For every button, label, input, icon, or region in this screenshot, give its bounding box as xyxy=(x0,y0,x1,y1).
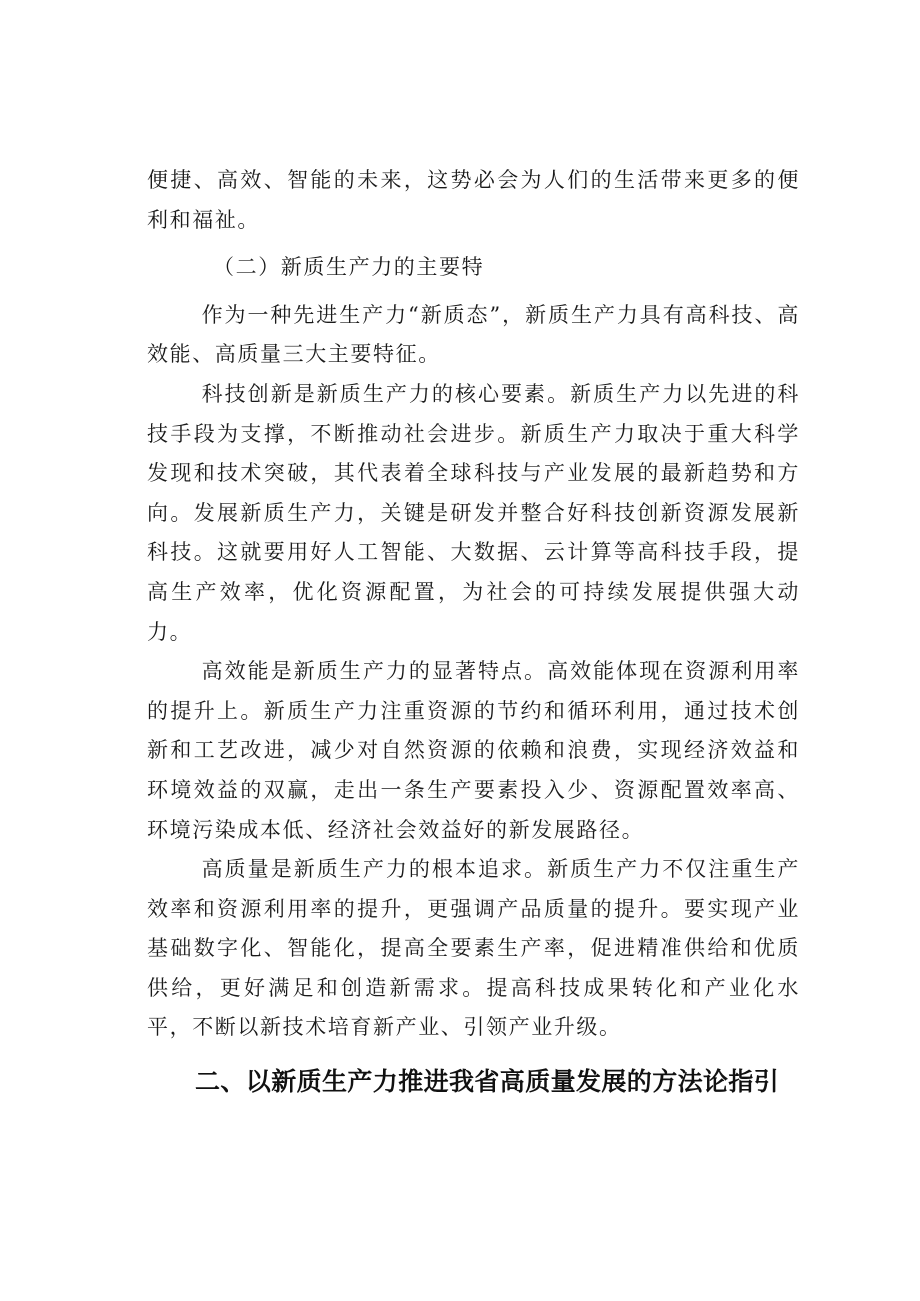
paragraph-high-quality: 高质量是新质生产力的根本追求。新质生产力不仅注重生产效率和资源利用率的提升，更强调产品质量的提升。要实现产业基础数字化、智能化，提高全要素生产率，促进精准供给和优质供给，更好满足和创造新需求。提高科技成果转化和产业化水平，不断以新技术培育新产业、引领产业升级。 xyxy=(147,857,800,1040)
document-body xyxy=(147,161,800,1102)
paragraph-features-intro: 作为一种先进生产力“新质态”，新质生产力具有高科技、高效能、高质量三大主要特征。 xyxy=(147,302,800,367)
paragraph-continuation: 便捷、高效、智能的未来，这势必会为人们的生活带来更多的便利和福祉。 xyxy=(147,168,800,232)
sub-heading: （二）新质生产力的主要特 xyxy=(213,255,485,280)
paragraph-high-efficiency: 高效能是新质生产力的显著特点。高效能体现在资源利用率的提升上。新质生产力注重资源的节约和循环利用，通过技术创新和工艺改进，减少对自然资源的依赖和浪费，实现经济效益和环境效益的双赢，走出一条生产要素投入少、资源配置效率高、环境污染成本低、经济社会效益好的新发展路径。 xyxy=(147,659,800,842)
paragraph-tech-innovation: 科技创新是新质生产力的核心要素。新质生产力以先进的科技手段为支撑，不断推动社会进步。新质生产力取决于重大科学发现和技术突破，其代表着全球科技与产业发展的最新趋势和方向。发展新质生产力，关键是研发并整合好科技创新资源发展新科技。这就要用好人工智能、大数据、云计算等高科技手段，提高生产效率，优化资源配置，为社会的可持续发展提供强大动力。 xyxy=(147,381,800,644)
section-heading: 二、以新质生产力推进我省高质量发展的方法论指引 xyxy=(195,1067,780,1097)
